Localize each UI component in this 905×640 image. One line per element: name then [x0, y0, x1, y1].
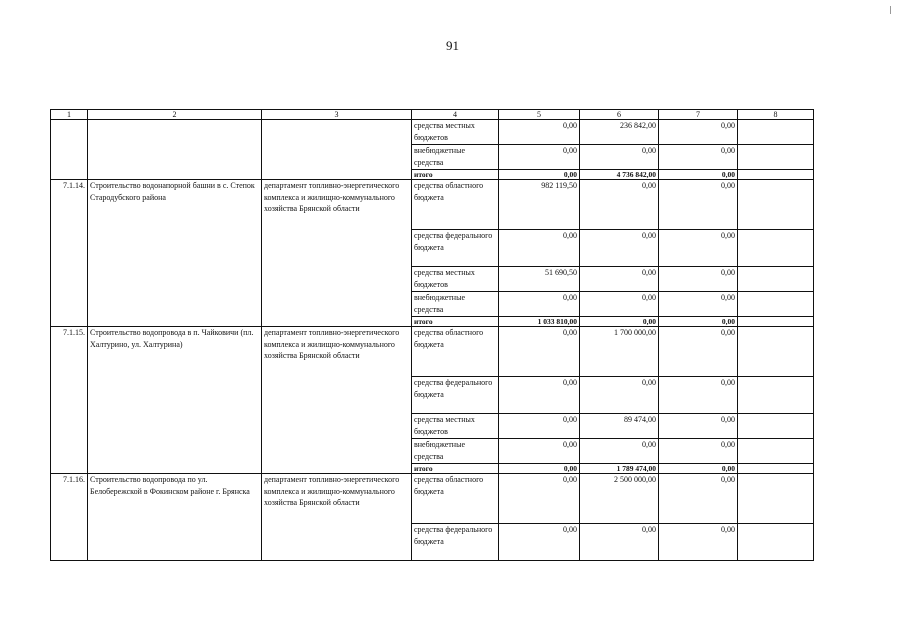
- value-cell: 982 119,50: [499, 180, 580, 230]
- value-cell: 0,00: [659, 439, 738, 464]
- value-cell: 0,00: [659, 524, 738, 561]
- value-cell: 0,00: [499, 439, 580, 464]
- value-cell: 0,00: [659, 292, 738, 317]
- value-cell: 0,00: [659, 377, 738, 414]
- executor-cell: [262, 120, 412, 180]
- value-cell: 1 033 810,00: [499, 317, 580, 327]
- source-cell: средства местных бюджетов: [412, 414, 499, 439]
- executor-cell: департамент топливно-энергетического комплекса и жилищно-коммунального хозяйства Брянской области: [262, 180, 412, 327]
- empty-cell: [738, 414, 814, 439]
- value-cell: 0,00: [499, 230, 580, 267]
- source-cell: внебюджетные средства: [412, 292, 499, 317]
- source-cell: средства федерального бюджета: [412, 377, 499, 414]
- empty-cell: [738, 170, 814, 180]
- scan-edge-mark: [890, 6, 891, 14]
- source-cell: внебюджетные средства: [412, 439, 499, 464]
- source-cell: средства федерального бюджета: [412, 524, 499, 561]
- header-cell: 3: [262, 110, 412, 120]
- value-cell: 0,00: [659, 170, 738, 180]
- value-cell: 0,00: [580, 524, 659, 561]
- source-cell: внебюджетные средства: [412, 145, 499, 170]
- value-cell: 0,00: [580, 267, 659, 292]
- empty-cell: [738, 327, 814, 377]
- value-cell: 0,00: [499, 414, 580, 439]
- value-cell: 0,00: [499, 170, 580, 180]
- empty-cell: [738, 474, 814, 524]
- value-cell: 0,00: [580, 145, 659, 170]
- name-cell: Строительство водопровода в п. Чайковичи (пл. Халтурино, ул. Халтурина): [88, 327, 262, 474]
- value-cell: 0,00: [580, 180, 659, 230]
- value-cell: 0,00: [580, 230, 659, 267]
- empty-cell: [738, 292, 814, 317]
- value-cell: 4 736 842,00: [580, 170, 659, 180]
- code-cell: 7.1.14.: [51, 180, 88, 327]
- value-cell: 0,00: [499, 327, 580, 377]
- value-cell: 1 789 474,00: [580, 464, 659, 474]
- value-cell: 0,00: [580, 317, 659, 327]
- value-cell: 0,00: [659, 317, 738, 327]
- empty-cell: [738, 524, 814, 561]
- value-cell: 0,00: [659, 230, 738, 267]
- value-cell: 0,00: [499, 292, 580, 317]
- empty-cell: [738, 120, 814, 145]
- value-cell: 0,00: [580, 377, 659, 414]
- executor-cell: департамент топливно-энергетического комплекса и жилищно-коммунального хозяйства Брянской области: [262, 327, 412, 474]
- empty-cell: [738, 439, 814, 464]
- budget-table: [50, 109, 814, 561]
- source-cell: средства областного бюджета: [412, 180, 499, 230]
- code-cell: [51, 120, 88, 180]
- source-cell: средства местных бюджетов: [412, 120, 499, 145]
- source-cell: средства местных бюджетов: [412, 267, 499, 292]
- name-cell: [88, 120, 262, 180]
- table-row: [51, 474, 814, 524]
- value-cell: 51 690,50: [499, 267, 580, 292]
- value-cell: 236 842,00: [580, 120, 659, 145]
- value-cell: 0,00: [659, 267, 738, 292]
- header-row: [51, 110, 814, 120]
- value-cell: 0,00: [499, 524, 580, 561]
- value-cell: 2 500 000,00: [580, 474, 659, 524]
- table-row: [51, 180, 814, 230]
- value-cell: 0,00: [659, 414, 738, 439]
- page-number: 91: [446, 38, 459, 53]
- value-cell: 1 700 000,00: [580, 327, 659, 377]
- header-cell: 2: [88, 110, 262, 120]
- empty-cell: [738, 145, 814, 170]
- source-cell: итого: [412, 170, 499, 180]
- empty-cell: [738, 377, 814, 414]
- empty-cell: [738, 267, 814, 292]
- empty-cell: [738, 230, 814, 267]
- table-row: [51, 327, 814, 377]
- executor-cell: департамент топливно-энергетического комплекса и жилищно-коммунального хозяйства Брянской области: [262, 474, 412, 561]
- name-cell: Строительство водонапорной башни в с. Степок Стародубского района: [88, 180, 262, 327]
- source-cell: средства федерального бюджета: [412, 230, 499, 267]
- value-cell: 0,00: [659, 180, 738, 230]
- value-cell: 0,00: [659, 145, 738, 170]
- header-cell: 8: [738, 110, 814, 120]
- header-cell: 6: [580, 110, 659, 120]
- empty-cell: [738, 464, 814, 474]
- value-cell: 0,00: [659, 120, 738, 145]
- source-cell: средства областного бюджета: [412, 327, 499, 377]
- header-cell: 4: [412, 110, 499, 120]
- table-row: [51, 120, 814, 145]
- value-cell: 0,00: [580, 439, 659, 464]
- source-cell: итого: [412, 464, 499, 474]
- value-cell: 0,00: [499, 464, 580, 474]
- code-cell: 7.1.16.: [51, 474, 88, 561]
- source-cell: итого: [412, 317, 499, 327]
- value-cell: 0,00: [659, 464, 738, 474]
- header-cell: 5: [499, 110, 580, 120]
- value-cell: 0,00: [580, 292, 659, 317]
- header-cell: 7: [659, 110, 738, 120]
- header-cell: 1: [51, 110, 88, 120]
- value-cell: 0,00: [499, 474, 580, 524]
- name-cell: Строительство водопровода по ул. Белобережской в Фокинском районе г. Брянска: [88, 474, 262, 561]
- value-cell: 0,00: [499, 120, 580, 145]
- value-cell: 0,00: [659, 327, 738, 377]
- value-cell: 0,00: [499, 145, 580, 170]
- source-cell: средства областного бюджета: [412, 474, 499, 524]
- value-cell: 89 474,00: [580, 414, 659, 439]
- empty-cell: [738, 180, 814, 230]
- value-cell: 0,00: [659, 474, 738, 524]
- value-cell: 0,00: [499, 377, 580, 414]
- empty-cell: [738, 317, 814, 327]
- code-cell: 7.1.15.: [51, 327, 88, 474]
